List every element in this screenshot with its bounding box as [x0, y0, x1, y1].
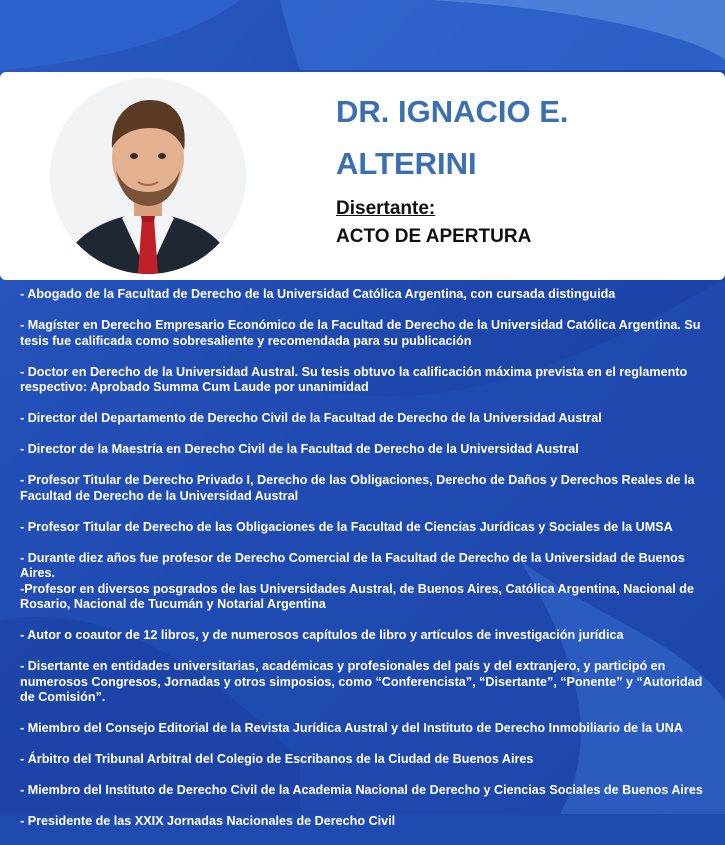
bio-text: - Profesor Titular de Derecho de las Obligaciones de la Facultad de Ciencias Jurídicas y Sociales de la UMSA [20, 519, 673, 534]
bio-text: - Presidente de las XXIX Jornadas Nacionales de Derecho Civil [20, 814, 396, 828]
bio-item [20, 287, 710, 303]
bio-text: - Miembro del Instituto de Derecho Civil de la Academia Nacional de Derecho y Ciencias Sociales de Buenos Aires [20, 783, 703, 797]
bio-item [20, 318, 710, 349]
bio-text: - Doctor en Derecho de la Universidad Austral. Su tesis obtuvo la calificación máxima prevista en el reglamento respectivo: Aprobado Summa Cum Laude por unanimidad [20, 364, 688, 394]
speaker-name [336, 86, 696, 190]
bio-item [20, 365, 710, 396]
bio-text: - Autor o coautor de 12 libros, y de numerosos capítulos de libro y artículos de investigación jurídica [20, 628, 624, 642]
speaker-name-line1: DR. IGNACIO E. [336, 94, 569, 129]
speaker-card [0, 72, 725, 280]
bio-text: - Director del Departamento de Derecho Civil de la Facultad de Derecho de la Universidad Austral [20, 411, 602, 425]
role-label: Disertante: [336, 198, 436, 219]
bio-item [20, 814, 710, 830]
bio-text: -Profesor en diversos posgrados de las Universidades Austral, de Buenos Aires, Católica Argentina, Nacional de Rosario, Nacional de Tucumán y Notarial Argentina [20, 581, 694, 611]
bio-text: - Miembro del Consejo Editorial de la Revista Jurídica Austral y del Instituto de Derecho Inmobiliario de la UNA [20, 721, 683, 735]
bio-item [20, 442, 710, 458]
bio-item [20, 783, 710, 799]
role-value: ACTO DE APERTURA [336, 226, 532, 247]
bio-text: - Árbitro del Tribunal Arbitral del Colegio de Escribanos de la Ciudad de Buenos Aires [20, 752, 534, 766]
bio-item [20, 473, 710, 504]
bio-text: - Profesor Titular de Derecho Privado I, Derecho de las Obligaciones, Derecho de Daños y Derechos Reales de la Facultad de Derecho de la Universidad Austral [20, 473, 695, 503]
bio-item [20, 628, 710, 644]
bio-text: - Magíster en Derecho Empresario Económico de la Facultad de Derecho de la Universidad Católica Argentina. Su tesis fue calificada como sobresaliente y recomendada para su publicación [20, 318, 701, 348]
bio-list [20, 287, 710, 845]
bio-item [20, 659, 710, 706]
speaker-name-line2: ALTERINI [336, 146, 477, 181]
bio-item [20, 551, 710, 582]
bio-text: - Director de la Maestría en Derecho Civil de la Facultad de Derecho de la Universidad Austral [20, 442, 579, 456]
bio-text: - Disertante en entidades universitarias, académicas y profesionales del país y del extranjero, y participó en numerosos Congresos, Jornadas y otros simposios, como “Conferencista”, “Disertante”, “Ponente” y “Autoridad de Comisión”. [20, 659, 703, 704]
speaker-photo [50, 78, 246, 274]
person-icon [50, 78, 246, 274]
bio-item [20, 520, 710, 536]
bio-item [20, 752, 710, 768]
bio-item [20, 721, 710, 737]
bio-item [20, 582, 710, 613]
bio-item [20, 411, 710, 427]
bio-text: - Abogado de la Facultad de Derecho de la Universidad Católica Argentina, con cursada distinguida [20, 287, 616, 301]
bio-text: - Durante diez años fue profesor de Derecho Comercial de la Facultad de Derecho de la Universidad de Buenos Aires. [20, 550, 685, 580]
